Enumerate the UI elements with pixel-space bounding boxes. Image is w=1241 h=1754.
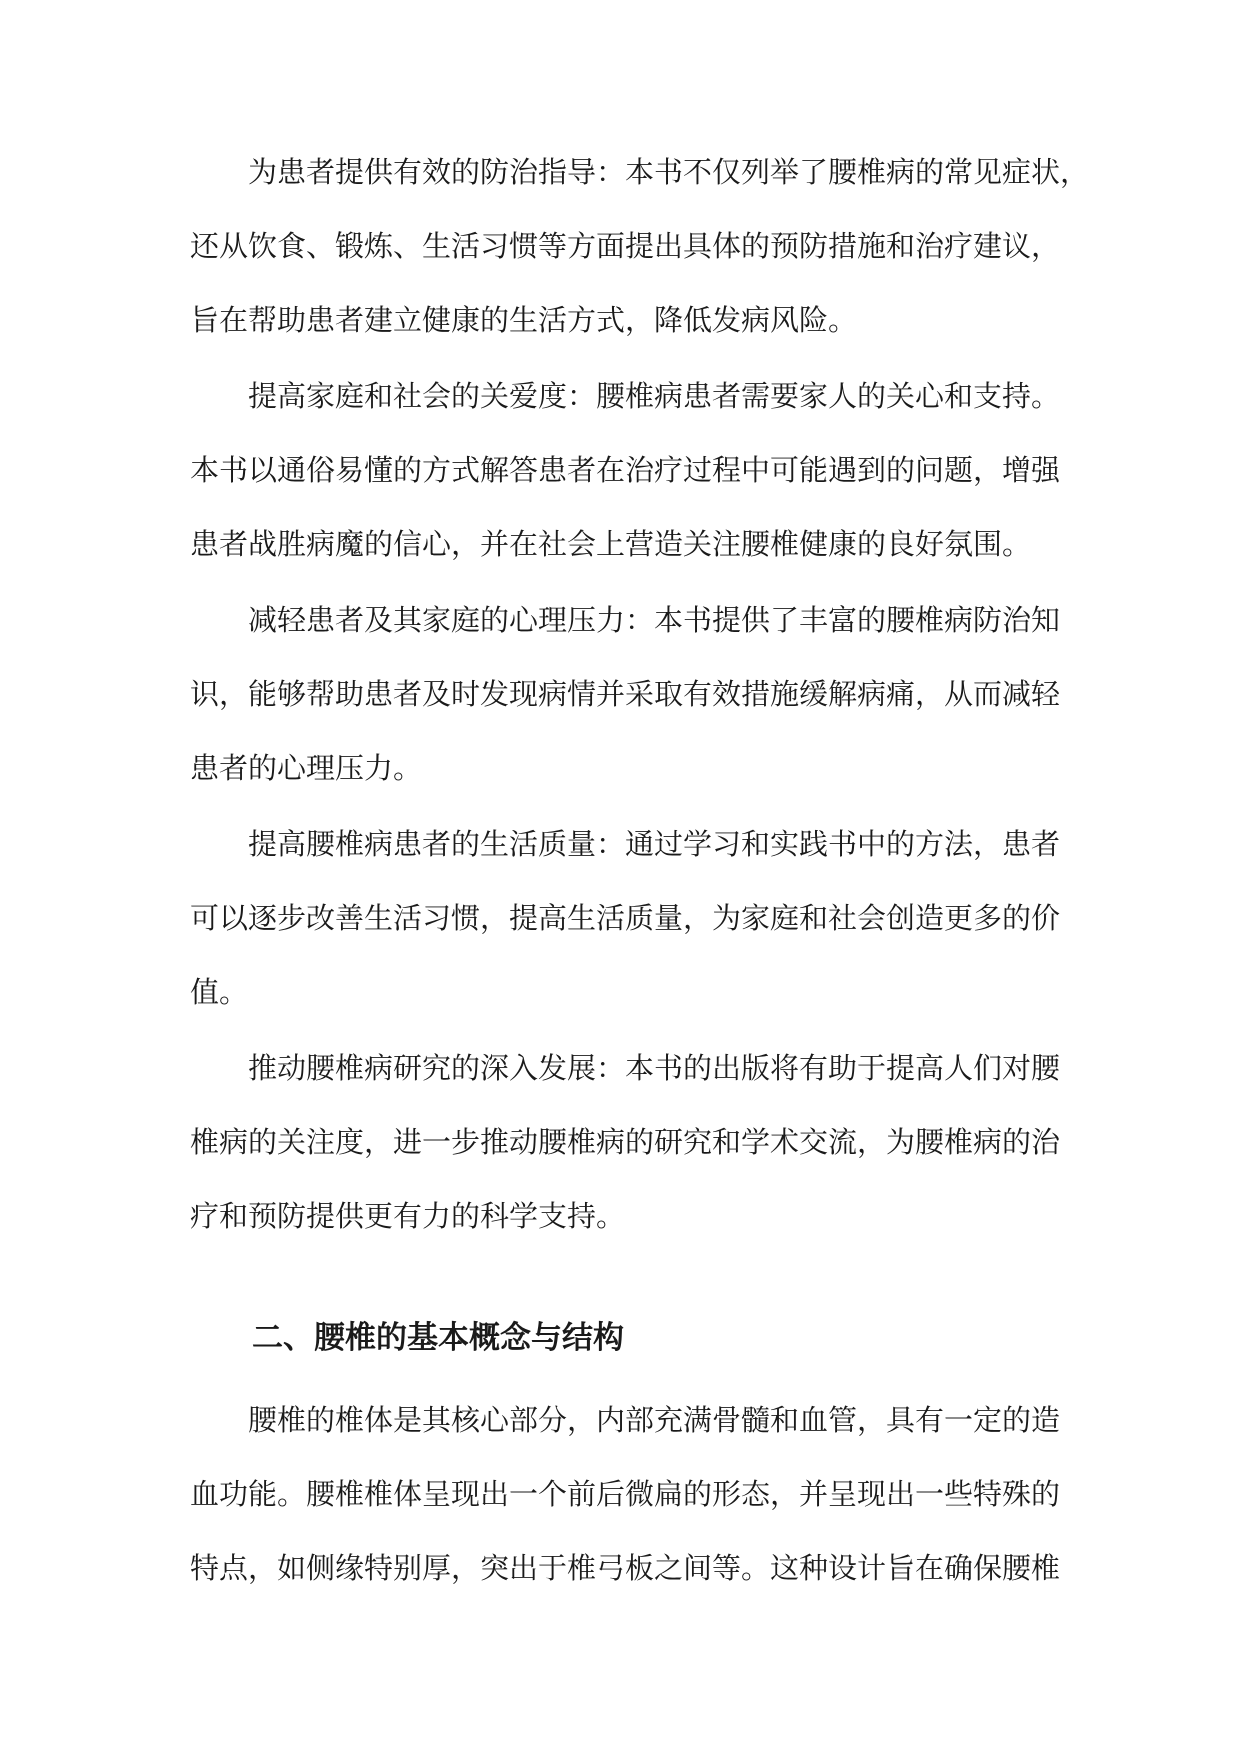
paragraph-2-line-3: 患者战胜病魔的信心，并在社会上营造关注腰椎健康的良好氛围。 <box>190 527 1032 561</box>
section-heading: 二、腰椎的基本概念与结构 <box>252 1320 624 1356</box>
paragraph-3-line-3: 患者的心理压力。 <box>190 751 423 785</box>
paragraph-5-line-2: 椎病的关注度，进一步推动腰椎病的研究和学术交流，为腰椎病的治 <box>190 1125 1061 1159</box>
paragraph-2-line-2: 本书以通俗易懂的方式解答患者在治疗过程中可能遇到的问题，增强 <box>190 453 1061 487</box>
section-paragraph-line-2: 血功能。腰椎椎体呈现出一个前后微扁的形态，并呈现出一些特殊的 <box>190 1477 1061 1511</box>
paragraph-4-line-1: 提高腰椎病患者的生活质量：通过学习和实践书中的方法，患者 <box>248 827 1061 861</box>
paragraph-4-line-3: 值。 <box>190 975 249 1009</box>
paragraph-4-line-2: 可以逐步改善生活习惯，提高生活质量，为家庭和社会创造更多的价 <box>190 901 1061 935</box>
section-paragraph-line-3: 特点，如侧缘特别厚，突出于椎弓板之间等。这种设计旨在确保腰椎 <box>190 1551 1061 1585</box>
paragraph-3-line-1: 减轻患者及其家庭的心理压力：本书提供了丰富的腰椎病防治知 <box>248 603 1061 637</box>
paragraph-2-line-1: 提高家庭和社会的关爱度：腰椎病患者需要家人的关心和支持。 <box>248 379 1061 413</box>
paragraph-3-line-2: 识，能够帮助患者及时发现病情并采取有效措施缓解病痛，从而减轻 <box>190 677 1061 711</box>
paragraph-1-line-1: 为患者提供有效的防治指导：本书不仅列举了腰椎病的常见症状， <box>248 155 1090 189</box>
paragraph-1-line-3: 旨在帮助患者建立健康的生活方式，降低发病风险。 <box>190 303 858 337</box>
paragraph-5-line-1: 推动腰椎病研究的深入发展：本书的出版将有助于提高人们对腰 <box>248 1051 1061 1085</box>
section-paragraph-line-1: 腰椎的椎体是其核心部分，内部充满骨髓和血管，具有一定的造 <box>248 1403 1061 1437</box>
paragraph-5-line-3: 疗和预防提供更有力的科学支持。 <box>190 1199 626 1233</box>
paragraph-1-line-2: 还从饮食、锻炼、生活习惯等方面提出具体的预防措施和治疗建议， <box>190 229 1061 263</box>
